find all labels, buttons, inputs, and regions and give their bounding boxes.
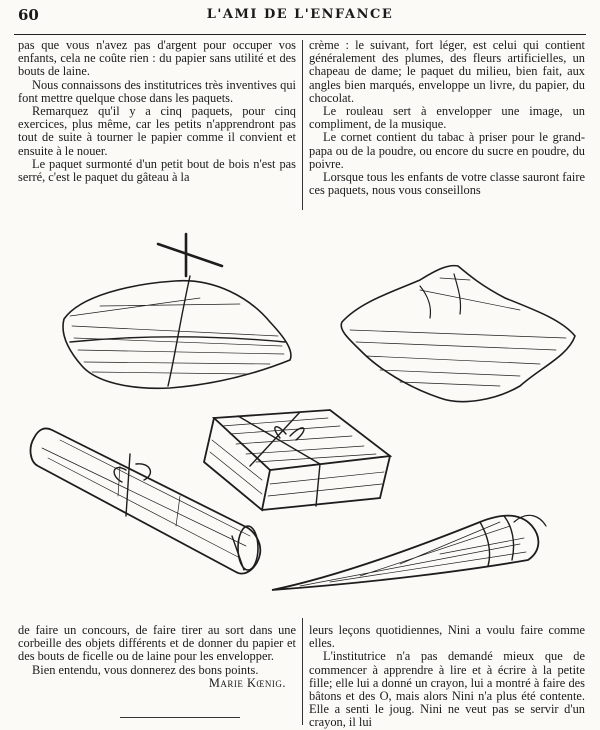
column-divider-bottom bbox=[302, 618, 303, 725]
paragraph: Le cornet contient du tabac à priser pour le grand-papa ou de la poudre, ou encore du sucre en poudre, du poivre. bbox=[309, 130, 585, 171]
column-bottom-left bbox=[18, 624, 296, 690]
column-top-left bbox=[18, 39, 296, 184]
column-top-right bbox=[309, 39, 585, 197]
paragraph: Le paquet surmonté d'un petit bout de bois n'est pas serré, c'est le paquet du gâteau à la bbox=[18, 156, 296, 185]
soft-hat-parcel bbox=[341, 266, 575, 402]
closing-rule bbox=[120, 717, 240, 718]
page-number: 60 bbox=[18, 6, 39, 24]
book-parcel bbox=[204, 410, 390, 510]
header-rule bbox=[14, 34, 586, 35]
page-header bbox=[14, 6, 586, 28]
paragraph: de faire un concours, de faire tirer au sort dans une corbeille des objets différents et de donner du papier et des bouts de ficelle ou de laine pour les envelopper. bbox=[18, 623, 296, 664]
rolled-image-parcel bbox=[31, 428, 261, 573]
column-bottom-right bbox=[309, 624, 585, 730]
paragraph: leurs leçons quotidiennes, Nini a voulu faire comme elles. bbox=[309, 623, 585, 651]
paragraph: Le rouleau sert à envelopper une image, un compliment, de la musique. bbox=[309, 104, 585, 132]
tied-cake-parcel bbox=[63, 234, 291, 388]
paragraph: Nous connaissons des institutrices très inventives qui font mettre quelque chose dans les paquets. bbox=[18, 77, 296, 105]
paragraph: Remarquez qu'il y a cinq paquets, pour cinq exercices, plus même, car les petits n'apprendront pas tout de suite à tourner le papier comme il convient et ensuite à le nouer. bbox=[18, 104, 296, 158]
column-divider-top bbox=[302, 40, 303, 210]
running-title: L'AMI DE L'ENFANCE bbox=[206, 7, 394, 22]
paragraph: L'institutrice n'a pas demandé mieux que de commencer à apprendre à lire et à écrire à la petite fille; elle lui a donné un crayon, lui a montré à faire des bâtons et des O, mais alors Nini n'a plus été contente. Elle a senti le joug. Nini ne veut pas se servir d'un crayon, il lui bbox=[309, 649, 585, 730]
paragraph: pas que vous n'avez pas d'argent pour occuper vos enfants, cela ne coûte rien : du papier sans utilité et des bouts de laine. bbox=[18, 38, 296, 79]
paragraph: Bien entendu, vous donnerez des bons points. bbox=[32, 662, 259, 677]
author-signature: Marie Kœnig. bbox=[208, 675, 286, 690]
paragraph: Lorsque tous les enfants de votre classe sauront faire ces paquets, nous vous conseillons bbox=[309, 170, 585, 198]
parcels-illustration bbox=[0, 226, 600, 618]
paragraph: crème : le suivant, fort léger, est celui qui contient généralement des plumes, des fleurs artificielles, un chapeau de dame; le paquet du milieu, bien fait, aux angles bien marqués, enveloppe un livre, du papier, du chocolat. bbox=[309, 38, 585, 105]
paper-cone-parcel bbox=[272, 515, 546, 590]
